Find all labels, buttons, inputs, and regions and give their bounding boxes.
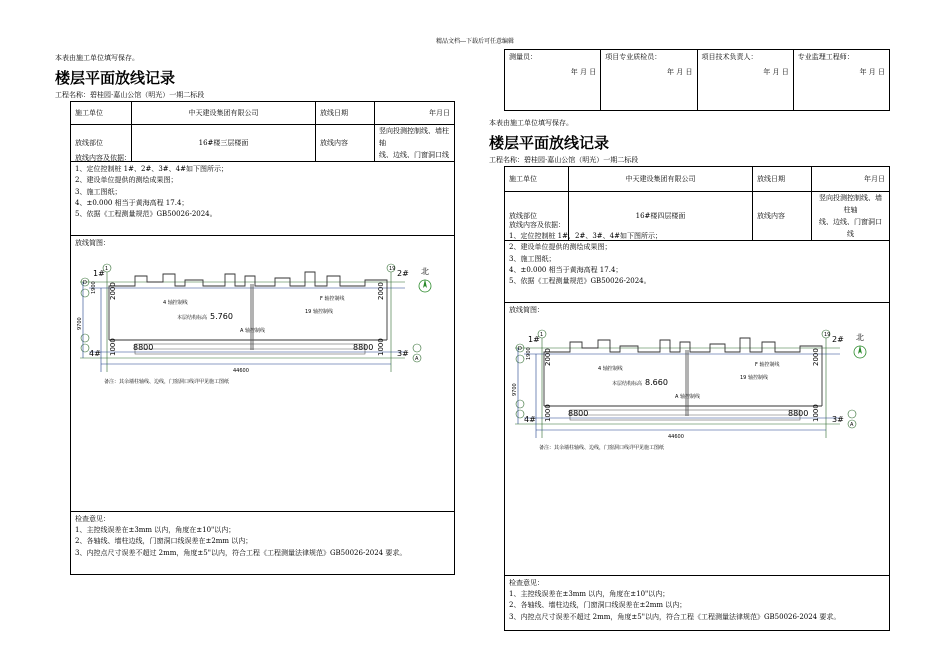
project-name: 工程名称：碧桂园·嘉山公馆（明光）一期二标段	[55, 91, 205, 99]
content-value: 竖向投测控制线、墙柱轴 线、边线、门窗洞口线	[375, 125, 455, 162]
label-elevation: 本层结构标高	[177, 315, 208, 321]
dim-2000-right: 2000	[377, 282, 385, 300]
check-title: 检查意见：	[509, 579, 544, 587]
label-unit: 施工单位	[505, 167, 569, 192]
basis-section-left: 放线内容及依据： 1、定位控制桩 1#、2#、3#、4#如下图所示； 2、建设单位提供的测绘成果图； 3、施工图纸； 4、±0.000 相当于黄海高程 17.4； 5、依据《工程测量规范》GB50026-2024。	[70, 151, 455, 236]
elevation-value: 5.760	[210, 312, 233, 321]
label-4-axis: 4 轴控制线	[598, 366, 623, 372]
axis-d-label: D	[518, 346, 522, 352]
axis-19-label: 19	[824, 332, 831, 338]
basis-title: 放线内容及依据：	[509, 221, 565, 229]
control-mark-2: 2#	[397, 269, 409, 278]
save-note: 本表由施工单位填写保存。	[489, 119, 573, 127]
axis-1-label: 1	[105, 266, 109, 272]
label-19-axis: 19 轴控制线	[740, 375, 768, 381]
check-section-right: 检查意见： 1、主控线误差在±3mm 以内，角度在±10"以内； 2、各轴线、墙柱边线，门窗洞口线误差在±2mm 以内； 3、内控点尺寸误差不超过 2mm，角度±5"以内，符合工程《工程测量法律规范》GB50026-2024 要求。	[504, 576, 890, 631]
north-arrow-icon	[419, 266, 431, 292]
dim-9700: 9700	[77, 317, 83, 330]
drawing-remark: 备注：其余墙柱轴线、边线，门窗洞口线详甲见施工图纸	[104, 379, 230, 385]
sig-tech-lead: 项目技术负责人： 年 月 日	[697, 50, 793, 111]
axis-d-label: D	[83, 280, 87, 286]
date-value: 年月日	[375, 102, 455, 125]
sig-surveyor: 测量员： 年 月 日	[505, 50, 601, 111]
dim-9700: 9700	[512, 383, 518, 396]
content-value: 竖向投测控制线、墙柱轴 线、边线、门窗洞口线	[812, 192, 890, 241]
axis-19-label: 19	[389, 266, 396, 272]
label-date: 放线日期	[753, 167, 812, 192]
record-title: 楼层平面放线记录	[489, 134, 610, 152]
dim-2000-left: 2000	[109, 282, 117, 300]
plan-right-container	[510, 326, 870, 480]
page-header: 精品文档---下载后可任意编辑	[435, 38, 515, 45]
sig-quality-inspector: 项目专业质检员： 年 月 日	[601, 50, 697, 111]
north-arrow-icon	[854, 332, 866, 358]
dim-44600: 44600	[233, 368, 249, 374]
control-mark-4: 4#	[524, 415, 536, 424]
label-f-axis: F 轴控制线	[755, 362, 780, 368]
date-value: 年月日	[812, 167, 890, 192]
dim-1900: 1900	[91, 281, 97, 294]
sig-supervisor: 专业监理工程师： 年 月 日	[793, 50, 889, 111]
label-date: 放线日期	[316, 102, 375, 125]
axis-1-label: 1	[540, 332, 544, 338]
dim-1000-right: 1000	[377, 338, 385, 356]
unit-value: 中天建设集团有限公司	[132, 102, 316, 125]
label-a-axis: A 轴控制线	[240, 328, 266, 334]
part-value: 16#楼四层楼面	[569, 192, 753, 241]
label-a-axis: A 轴控制线	[675, 394, 701, 400]
label-19-axis: 19 轴控制线	[305, 309, 333, 315]
north-label: 北	[856, 333, 864, 342]
axis-a-label: A	[415, 356, 419, 362]
dim-8800-left: 8800	[568, 409, 589, 418]
signature-table	[504, 49, 890, 111]
dim-8800-right: 8800	[788, 409, 809, 418]
label-part: 放线部位	[71, 125, 132, 162]
elevation-value: 8.660	[645, 378, 668, 387]
unit-value: 中天建设集团有限公司	[569, 167, 753, 192]
control-mark-3: 3#	[397, 349, 409, 358]
dim-1900: 1900	[526, 347, 532, 360]
control-mark-1: 1#	[528, 335, 540, 344]
save-note: 本表由施工单位填写保存。	[55, 54, 139, 62]
control-mark-2: 2#	[832, 335, 844, 344]
control-mark-3: 3#	[832, 415, 844, 424]
control-mark-4: 4#	[89, 349, 101, 358]
dim-8800-right: 8800	[353, 343, 374, 352]
control-mark-1: 1#	[93, 269, 105, 278]
label-content: 放线内容	[753, 192, 812, 241]
part-value: 16#楼三层楼面	[132, 125, 316, 162]
plan-left-container	[75, 260, 435, 414]
project-name: 工程名称：碧桂园·嘉山公馆（明光）一期二标段	[489, 156, 639, 164]
dim-2000-right: 2000	[812, 348, 820, 366]
axis-a-label: A	[850, 422, 854, 428]
sketch-title: 放线简图：	[509, 306, 544, 314]
label-elevation: 本层结构标高	[612, 381, 643, 387]
dim-2000-left: 2000	[544, 348, 552, 366]
label-f-axis: F 轴控制线	[320, 296, 345, 302]
basis-section-right: 放线内容及依据： 1、定位控制桩 1#、2#、3#、4#如下图所示； 2、建设单位提供的测绘成果图； 3、施工图纸； 4、±0.000 相当于黄海高程 17.4； 5、依据《工程测量规范》GB50026-2024。	[504, 218, 890, 303]
dim-8800-left: 8800	[133, 343, 154, 352]
floor-plan-drawing	[510, 326, 870, 476]
label-content: 放线内容	[316, 125, 375, 162]
drawing-remark: 备注：其余墙柱轴线、边线，门窗洞口线详甲见施工图纸	[539, 445, 665, 451]
dim-1000-left: 1000	[109, 338, 117, 356]
sketch-title: 放线简图：	[75, 239, 110, 247]
label-4-axis: 4 轴控制线	[163, 300, 188, 306]
dim-1000-right: 1000	[812, 404, 820, 422]
floor-plan-drawing	[75, 260, 435, 410]
check-title: 检查意见：	[75, 515, 110, 523]
dim-1000-left: 1000	[544, 404, 552, 422]
label-unit: 施工单位	[71, 102, 132, 125]
dim-44600: 44600	[668, 434, 684, 440]
check-section-left: 检查意见： 1、主控线误差在±3mm 以内，角度在±10"以内； 2、各轴线、墙柱边线，门窗洞口线误差在±2mm 以内； 3、内控点尺寸误差不超过 2mm，角度±5"以内，符合工程《工程测量法律规范》GB50026-2024 要求。	[70, 512, 455, 575]
basis-title: 放线内容及依据：	[75, 154, 131, 162]
record-title: 楼层平面放线记录	[55, 69, 176, 87]
north-label: 北	[421, 267, 429, 276]
label-part: 放线部位	[505, 192, 569, 241]
